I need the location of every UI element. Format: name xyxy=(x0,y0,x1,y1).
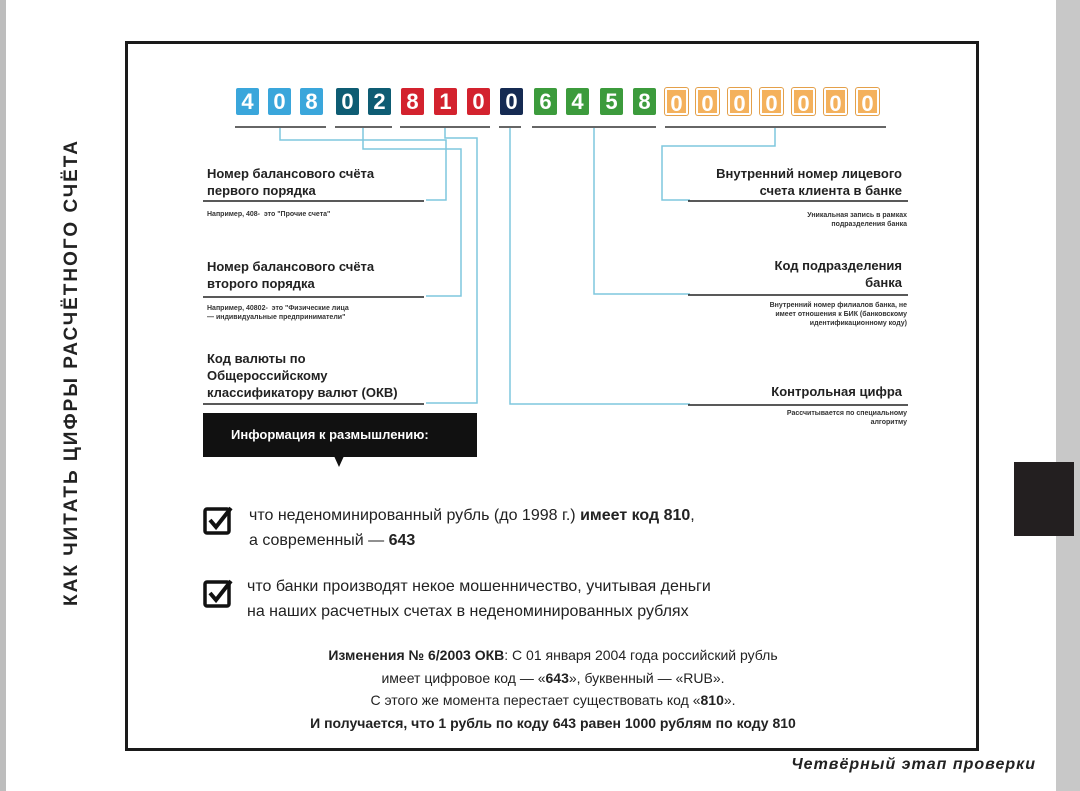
account-digit-acc: 0 xyxy=(856,88,879,115)
account-digit-cur: 8 xyxy=(401,88,424,115)
account-digit-acc: 0 xyxy=(792,88,815,115)
footer-caption: Четвёрный этап проверки xyxy=(791,756,1036,773)
account-digit-div: 6 xyxy=(534,88,557,115)
bottom-line-1: Изменения № 6/2003 ОКВ: С 01 января 2004 года российский рубль xyxy=(328,647,778,663)
account-digit-acc: 0 xyxy=(760,88,783,115)
label-currency-code: Код валюты по Общероссийскому классификатору валют (ОКВ) xyxy=(207,351,398,400)
account-digit-bal1: 4 xyxy=(236,88,259,115)
callout-tail xyxy=(334,456,344,467)
checkbox-checked-icon xyxy=(203,505,233,535)
account-digit-div: 5 xyxy=(600,88,623,115)
bottom-line-3: С этого же момента перестает существовать код «810». xyxy=(370,692,736,708)
account-digit-bal2: 0 xyxy=(336,88,359,115)
account-digit-bal1: 8 xyxy=(300,88,323,115)
label-division-code: Код подразделения банка xyxy=(774,258,902,290)
think-callout: Информация к размышлению: xyxy=(203,413,477,457)
note-banks: что банки производят некое мошенничество, учитывая деньги на наших расчетных счетах в неденоминированных рублях xyxy=(247,578,711,620)
bottom-line-2: имеет цифровое код — «643», буквенный — «RUB». xyxy=(381,670,725,686)
note-balance-second-order: Например, 40802- это "Физические лица — индивидуальные предприниматели" xyxy=(207,305,349,321)
note-check-digit: Рассчитывается по специальному алгоритму xyxy=(786,410,907,426)
account-digit-div: 8 xyxy=(633,88,656,115)
note-division-code: Внутренний номер филиалов банка, не имеет отношения к БИК (банковскому идентификационному коду) xyxy=(769,302,907,327)
checkbox-checked-icon xyxy=(203,578,233,608)
account-digit-div: 4 xyxy=(566,88,589,115)
vertical-title: КАК ЧИТАТЬ ЦИФРЫ РАСЧЁТНОГО СЧЁТА xyxy=(61,139,82,606)
account-digit-acc: 0 xyxy=(728,88,751,115)
account-digit-acc: 0 xyxy=(665,88,688,115)
account-digit-acc: 0 xyxy=(696,88,719,115)
label-balance-first-order: Номер балансового счёта первого порядка xyxy=(207,166,375,198)
account-digit-chk: 0 xyxy=(500,88,523,115)
label-internal-account: Внутренний номер лицевого счета клиента в банке xyxy=(716,166,902,198)
bottom-line-4: И получается, что 1 рубль по коду 643 равен 1000 рублям по коду 810 xyxy=(310,715,796,731)
account-digit-cur: 0 xyxy=(467,88,490,115)
connector-cur xyxy=(426,128,477,403)
account-digit-bal1: 0 xyxy=(268,88,291,115)
note-internal-account: Уникальная запись в рамках подразделения банка xyxy=(807,212,907,228)
label-balance-second-order: Номер балансового счёта второго порядка xyxy=(207,259,375,291)
account-digit-cur: 1 xyxy=(434,88,457,115)
note-ruble-code: что неденоминированный рубль (до 1998 г.) имеет код 810, а современный — 643 xyxy=(249,507,695,549)
account-digit-acc: 0 xyxy=(824,88,847,115)
label-check-digit: Контрольная цифра xyxy=(771,384,902,399)
account-digit-bal2: 2 xyxy=(368,88,391,115)
note-balance-first-order: Например, 408- это "Прочие счета" xyxy=(207,211,331,218)
